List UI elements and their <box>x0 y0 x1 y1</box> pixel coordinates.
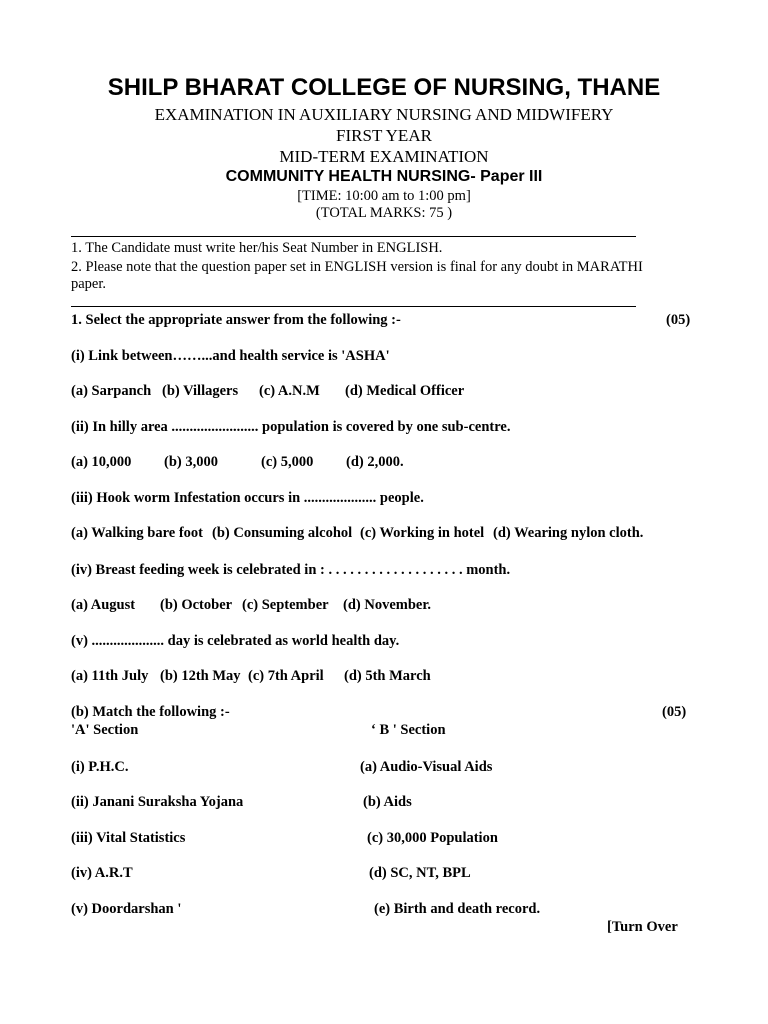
qb-row-4-a: (iv) A.R.T <box>71 865 133 881</box>
q1-i-option-b: (b) Villagers <box>162 383 239 399</box>
q1-iii-option-d: (d) Wearing nylon cloth. <box>493 525 644 541</box>
qb-marks: (05) <box>662 704 687 720</box>
qb-row-5-b: (e) Birth and death record. <box>374 901 541 917</box>
q1-v-option-c: (c) 7th April <box>248 668 324 684</box>
qb-col-b-header: ‘ B ' Section <box>371 722 446 738</box>
q1-ii-option-d: (d) 2,000. <box>346 454 404 470</box>
turn-over-note: [Turn Over <box>607 919 678 935</box>
q1-iv-question: (iv) Breast feeding week is celebrated in : . . . . . . . . . . . . . . . . . . . month. <box>71 562 511 578</box>
qb-row-1-b: (a) Audio-Visual Aids <box>360 759 493 775</box>
college-title: SHILP BHARAT COLLEGE OF NURSING, THANE <box>107 74 661 101</box>
qb-col-a-header: 'A' Section <box>71 722 139 738</box>
q1-i-question: (i) Link between……...and health service is 'ASHA' <box>71 348 390 364</box>
qb-row-2-b: (b) Aids <box>363 794 412 810</box>
q1-iv-option-c: (c) September <box>242 597 329 613</box>
q1-ii-option-a: (a) 10,000 <box>71 454 132 470</box>
qb-row-3-a: (iii) Vital Statistics <box>71 830 186 846</box>
q1-v-option-b: (b) 12th May <box>160 668 241 684</box>
q1-i-option-c: (c) A.N.M <box>259 383 320 399</box>
q1-ii-option-b: (b) 3,000 <box>164 454 218 470</box>
q1-i-option-d: (d) Medical Officer <box>345 383 465 399</box>
q1-iv-option-b: (b) October <box>160 597 233 613</box>
q1-iii-option-a: (a) Walking bare foot <box>71 525 203 541</box>
instruction-1: 1. The Candidate must write her/his Seat Number in ENGLISH. <box>71 240 443 256</box>
exam-term: MID-TERM EXAMINATION <box>279 147 489 166</box>
q1-v-option-a: (a) 11th July <box>71 668 149 684</box>
subject-title: COMMUNITY HEALTH NURSING- Paper III <box>225 168 543 185</box>
total-marks: (TOTAL MARKS: 75 ) <box>315 205 453 221</box>
divider-top <box>71 236 636 237</box>
q1-iii-option-b: (b) Consuming alcohol <box>212 525 353 541</box>
q1-ii-question: (ii) In hilly area ........................ population is covered by one sub-centre. <box>71 419 511 435</box>
q1-iii-option-c: (c) Working in hotel <box>360 525 485 541</box>
q1-v-question: (v) .................... day is celebrated as world health day. <box>71 633 400 649</box>
qb-row-5-a: (v) Doordarshan ' <box>71 901 182 917</box>
exam-time: [TIME: 10:00 am to 1:00 pm] <box>297 188 471 204</box>
divider-bottom <box>71 306 636 307</box>
instruction-2: 2. Please note that the question paper set in ENGLISH version is final for any doubt in MARATHI paper. <box>71 259 643 292</box>
q1-iii-question: (iii) Hook worm Infestation occurs in .................... people. <box>71 490 424 506</box>
q1-v-option-d: (d) 5th March <box>344 668 431 684</box>
q1-marks: (05) <box>666 312 691 328</box>
exam-year: FIRST YEAR <box>336 126 432 145</box>
qb-row-4-b: (d) SC, NT, BPL <box>369 865 471 881</box>
q1-iv-option-d: (d) November. <box>343 597 432 613</box>
q1-i-option-a: (a) Sarpanch <box>71 383 152 399</box>
qb-row-1-a: (i) P.H.C. <box>71 759 129 775</box>
q1-heading: 1. Select the appropriate answer from the following :- <box>71 312 401 328</box>
q1-iv-option-a: (a) August <box>71 597 136 613</box>
qb-row-2-a: (ii) Janani Suraksha Yojana <box>71 794 244 810</box>
q1-ii-option-c: (c) 5,000 <box>261 454 314 470</box>
qb-row-3-b: (c) 30,000 Population <box>367 830 498 846</box>
exam-name: EXAMINATION IN AUXILIARY NURSING AND MIDWIFERY <box>154 105 614 124</box>
qb-heading: (b) Match the following :- <box>71 704 230 720</box>
